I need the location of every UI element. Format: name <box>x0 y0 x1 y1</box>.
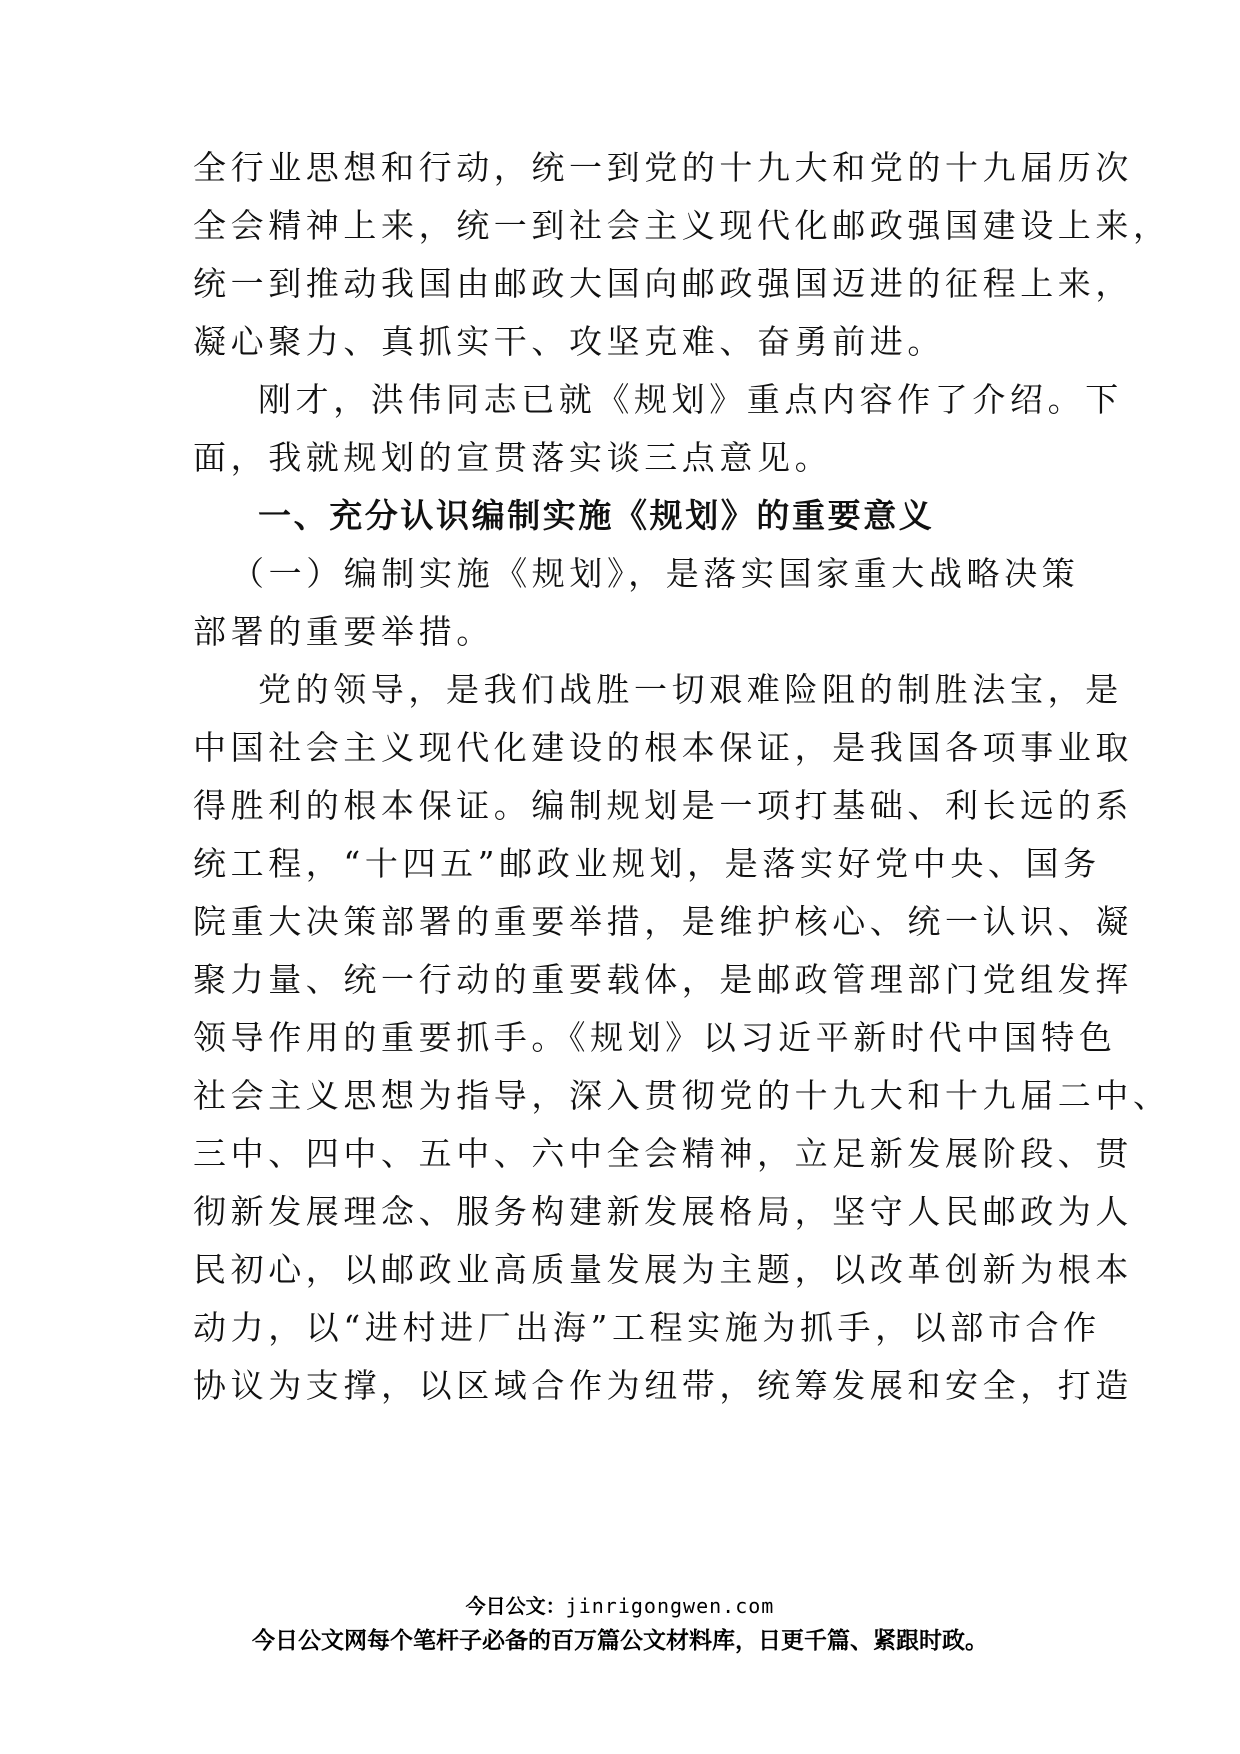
text-line: 统工程，“十四五”邮政业规划，是落实好党中央、国务 <box>193 844 1101 883</box>
subheading-line: （一）编制实施《规划》，是落实国家重大战略决策 <box>231 554 1080 593</box>
text-line: 统一到推动我国由邮政大国向邮政强国迈进的征程上来， <box>193 264 1133 303</box>
text-line: 全会精神上来，统一到社会主义现代化邮政强国建设上来， <box>193 206 1171 245</box>
text-line: 社会主义思想为指导，深入贯彻党的十九大和十九届二中、 <box>193 1076 1171 1115</box>
text-line: 凝心聚力、真抓实干、攻坚克难、奋勇前进。 <box>193 322 945 361</box>
text-line: 全行业思想和行动，统一到党的十九大和党的十九届历次 <box>193 148 1133 187</box>
footer-site-url[interactable]: jinrigongwen.com <box>565 1594 775 1618</box>
subheading-line: 部署的重要举措。 <box>193 612 494 651</box>
text-line: 面，我就规划的宣贯落实谈三点意见。 <box>193 438 833 477</box>
text-line: 中国社会主义现代化建设的根本保证，是我国各项事业取 <box>193 728 1133 767</box>
footer-site-link <box>0 1593 1240 1619</box>
text-line: 协议为支撑，以区域合作为纽带，统筹发展和安全，打造 <box>193 1366 1133 1405</box>
text-line: 动力，以“进村进厂出海”工程实施为抓手，以部市合作 <box>193 1308 1101 1347</box>
text-line: 党的领导，是我们战胜一切艰难险阻的制胜法宝，是 <box>258 670 1123 709</box>
footer-site-label: 今日公文： <box>465 1594 566 1618</box>
section-heading: 一、充分认识编制实施《规划》的重要意义 <box>258 496 935 535</box>
footer-slogan: 今日公文网每个笔杆子必备的百万篇公文材料库，日更千篇、紧跟时政。 <box>252 1628 988 1654</box>
text-line: 彻新发展理念、服务构建新发展格局，坚守人民邮政为人 <box>193 1192 1133 1231</box>
text-line: 院重大决策部署的重要举措，是维护核心、统一认识、凝 <box>193 902 1133 941</box>
text-line: 刚才，洪伟同志已就《规划》重点内容作了介绍。下 <box>258 380 1123 419</box>
text-line: 民初心，以邮政业高质量发展为主题，以改革创新为根本 <box>193 1250 1133 1289</box>
text-line: 得胜利的根本保证。编制规划是一项打基础、利长远的系 <box>193 786 1133 825</box>
text-line: 三中、四中、五中、六中全会精神，立足新发展阶段、贯 <box>193 1134 1133 1173</box>
text-line: 聚力量、统一行动的重要载体，是邮政管理部门党组发挥 <box>193 960 1133 999</box>
text-line: 领导作用的重要抓手。《规划》以习近平新时代中国特色 <box>193 1018 1117 1057</box>
